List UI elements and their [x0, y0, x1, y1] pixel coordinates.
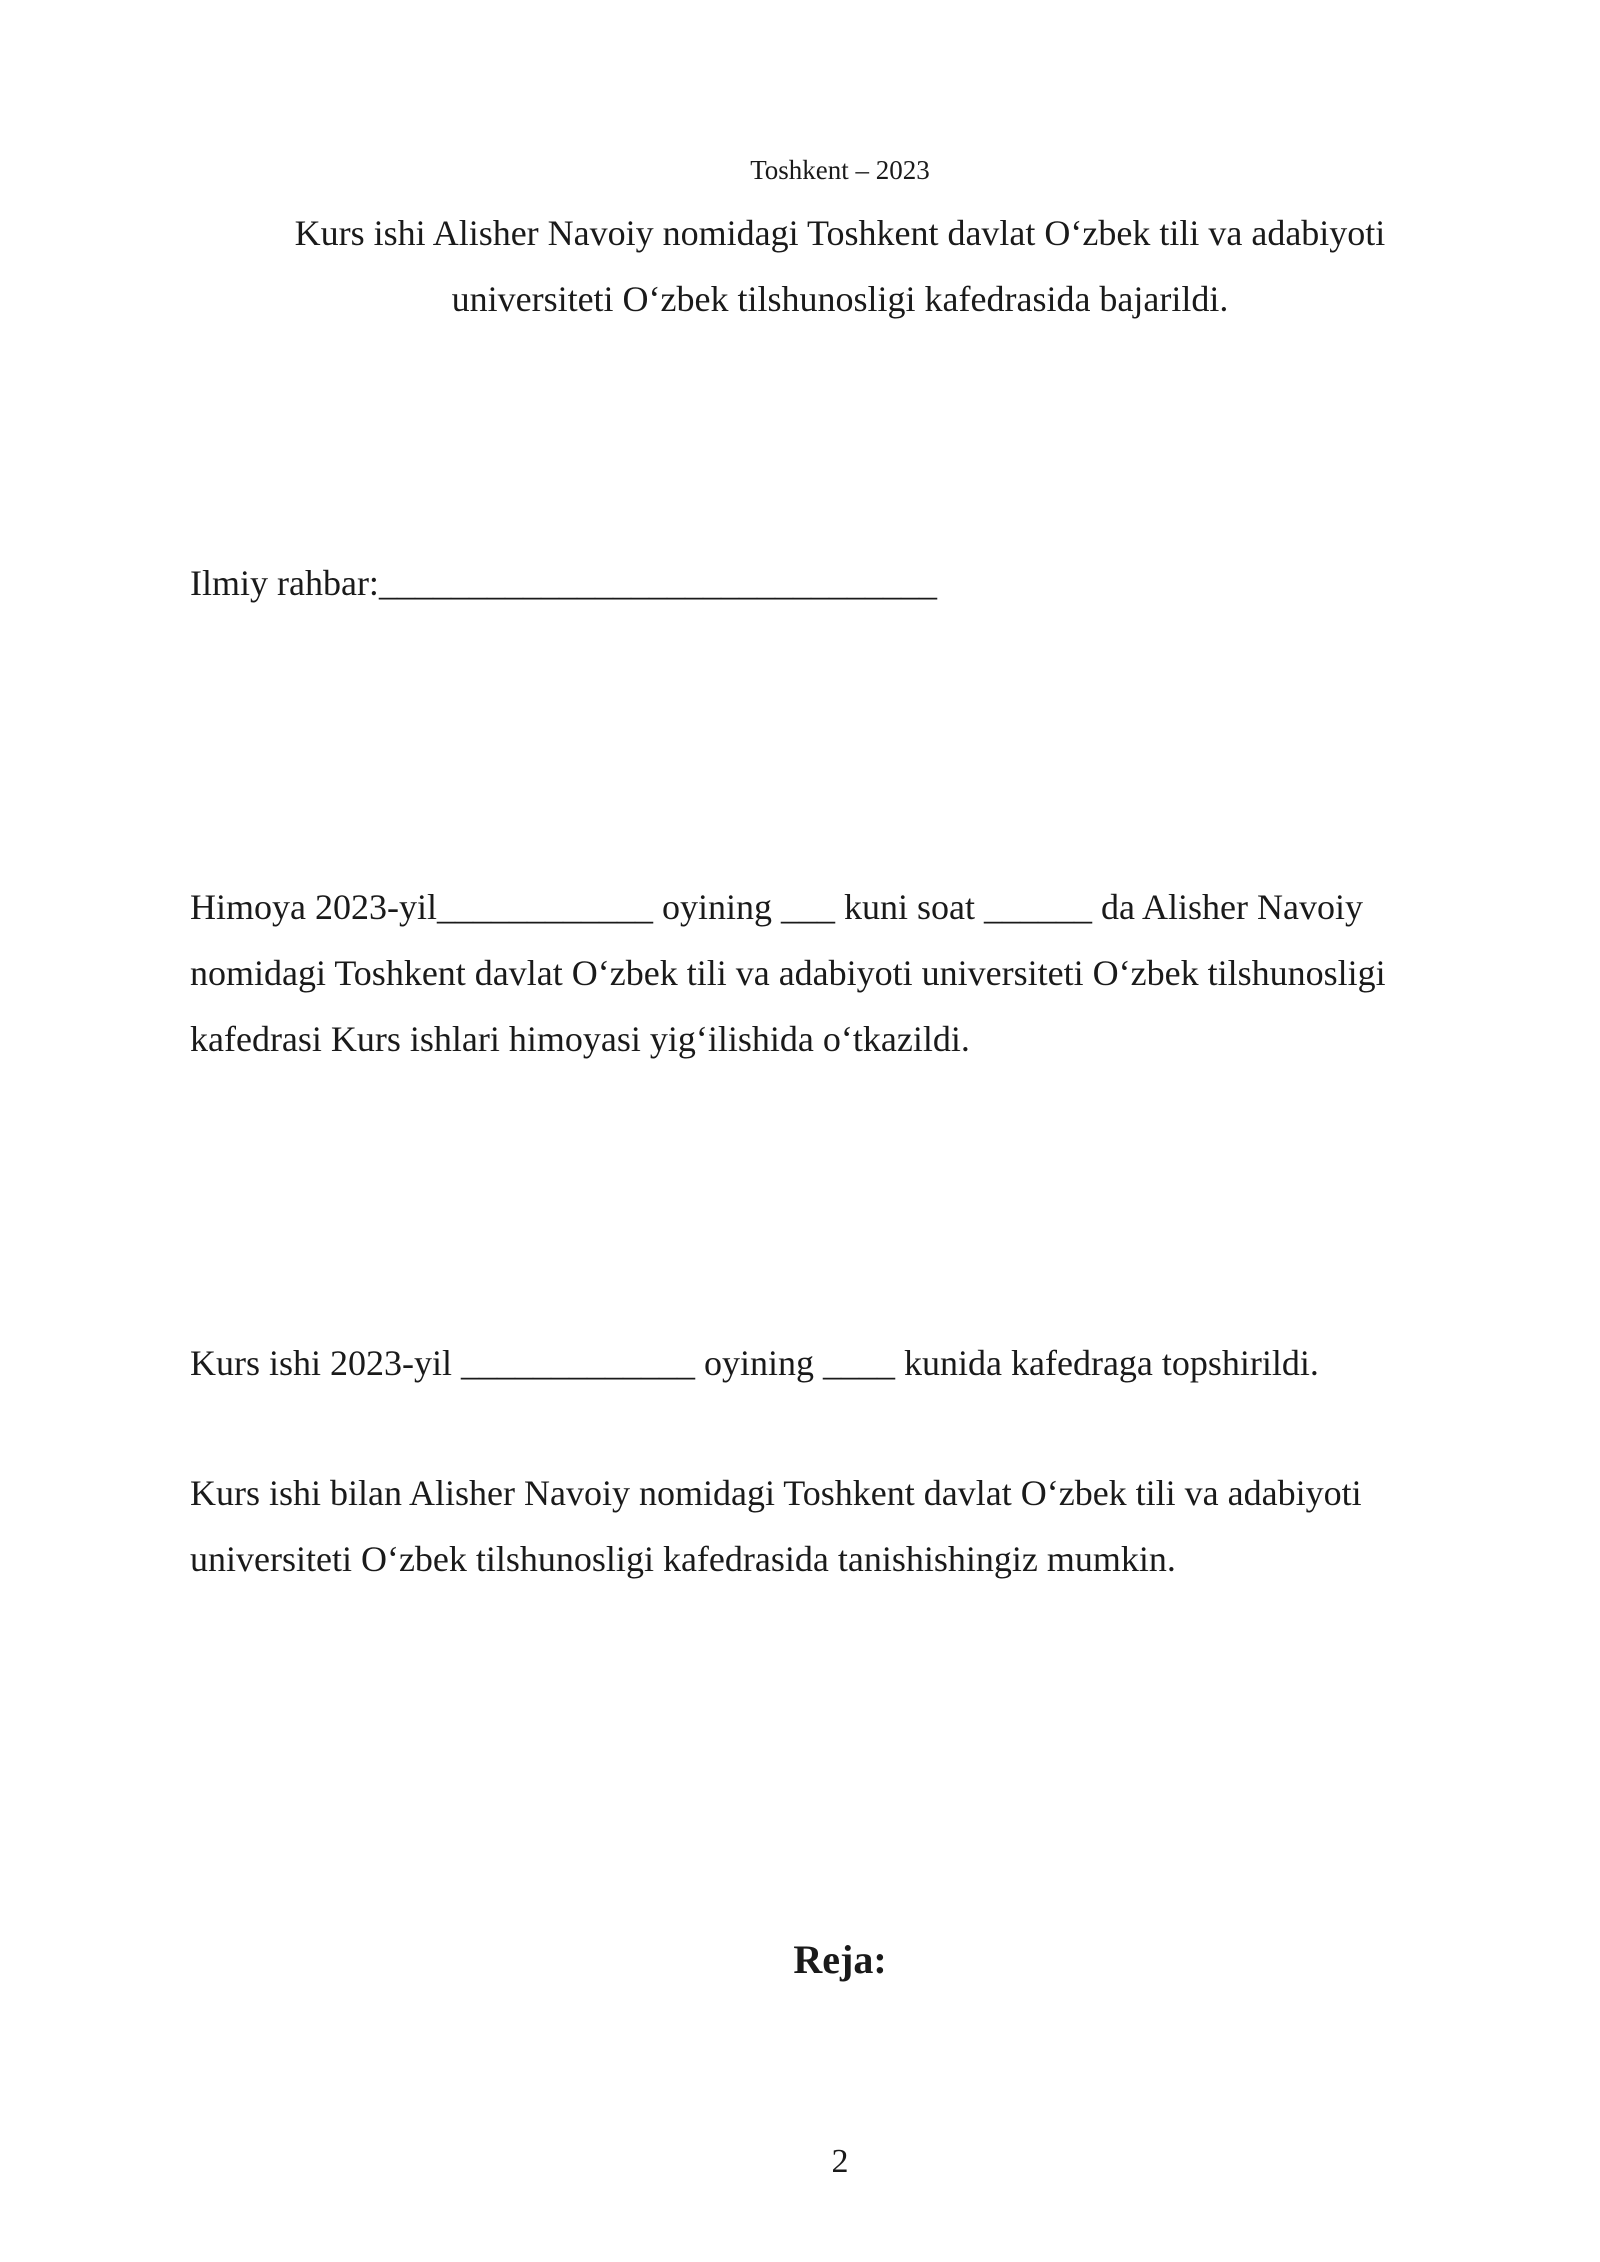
supervisor-label: Ilmiy rahbar:: [190, 563, 379, 603]
defense-text-2: oyining: [652, 887, 781, 927]
submission-day-blank: ____: [823, 1343, 896, 1383]
defense-hour-blank: ______: [984, 887, 1092, 927]
intro-paragraph: Kurs ishi Alisher Navoiy nomidagi Toshkent davlat O‘zbek tili va adabiyoti universiteti O‘zbek tilshunosligi kafedrasida bajarildi.: [294, 213, 1386, 319]
defense-text-4: da Alisher Navoiy nomidagi Toshkent davlat O‘zbek tili va adabiyoti universiteti O‘zbek tilshunosligi kafedrasi Kurs ishlari himoyasi yig‘ilishida o‘tkazildi.: [190, 887, 1386, 1059]
page-number: 2: [831, 2143, 849, 2180]
defense-day-blank: ___: [781, 887, 835, 927]
supervisor-line: [190, 550, 1460, 616]
submission-text-1: Kurs ishi 2023-yil: [190, 1343, 462, 1383]
city-year-line: Toshkent – 2023: [750, 155, 930, 185]
submission-paragraph: [190, 1330, 1460, 1396]
submission-month-blank: _____________: [461, 1343, 696, 1383]
plan-heading: Reja:: [793, 1937, 887, 1982]
defense-text-3: kuni soat: [835, 887, 984, 927]
availability-paragraph: Kurs ishi bilan Alisher Navoiy nomidagi Toshkent davlat O‘zbek tili va adabiyoti universiteti O‘zbek tilshunosligi kafedrasida tanishishingiz mumkin.: [190, 1473, 1362, 1579]
defense-paragraph: [190, 874, 1460, 1072]
defense-text-1: Himoya 2023-yil: [190, 887, 437, 927]
submission-text-3: kunida kafedraga topshirildi.: [895, 1343, 1319, 1383]
supervisor-blank: _______________________________: [378, 563, 937, 603]
submission-text-2: oyining: [695, 1343, 824, 1383]
defense-month-blank: ____________: [436, 887, 653, 927]
